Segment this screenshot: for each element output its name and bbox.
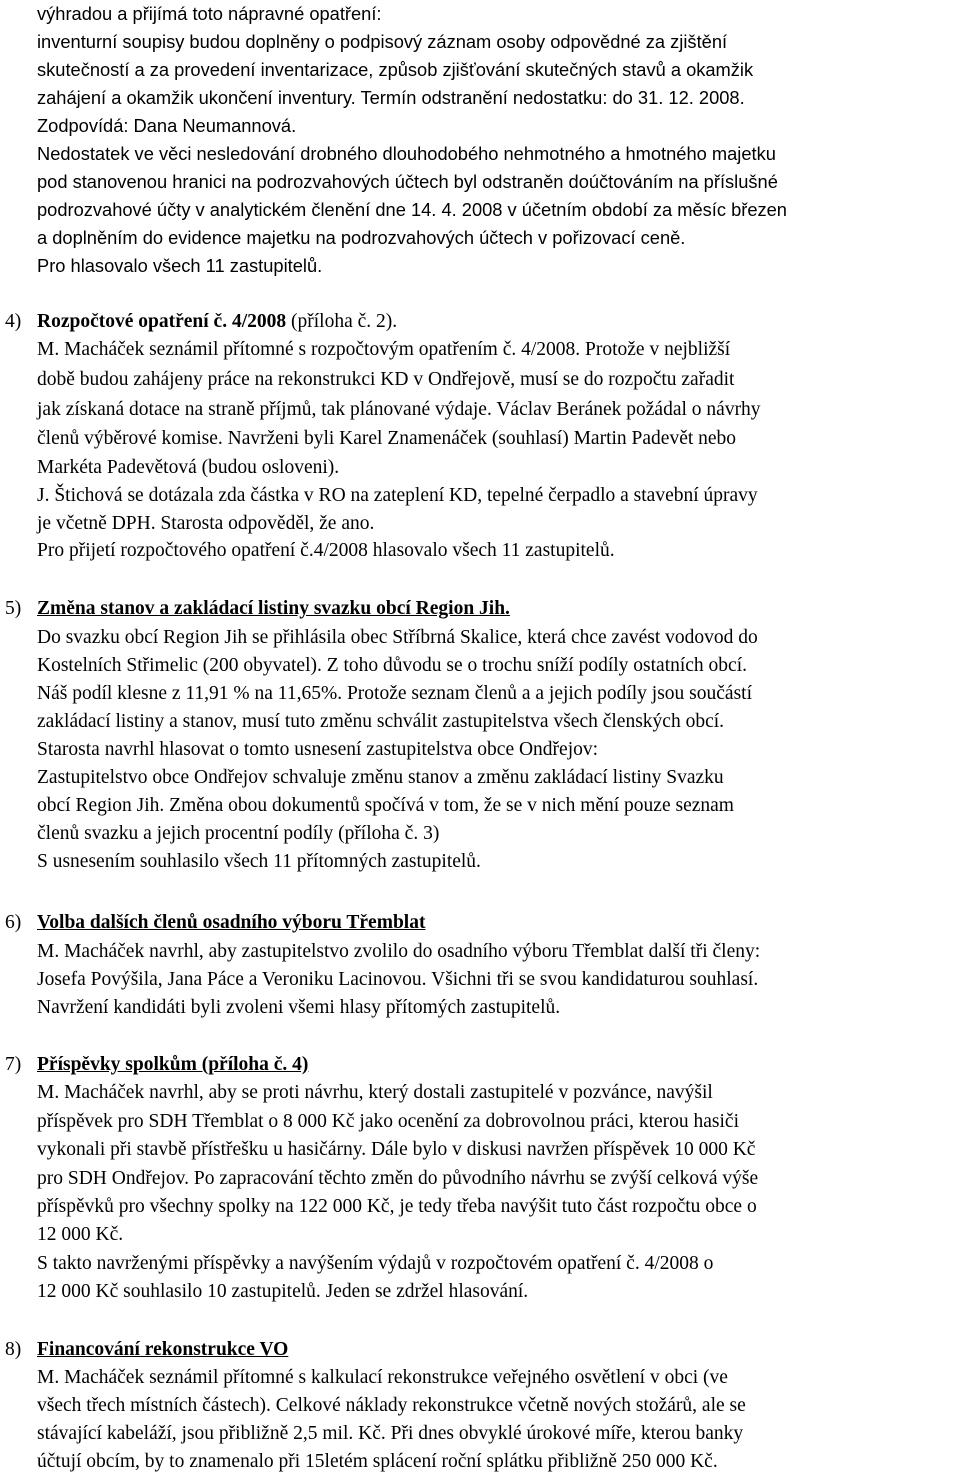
section-line: Pro přijetí rozpočtového opatření č.4/2008 hlasovalo všech 11 zastupitelů. — [37, 540, 615, 561]
section-line: S takto navrženými příspěvky a navýšením výdajů v rozpočtovém opatření č. 4/2008 o — [37, 1253, 714, 1274]
intro-line: pod stanovenou hranici na podrozvahových účtech byl odstraněn doúčtováním na příslušné — [37, 171, 778, 192]
intro-line: skutečností a za provedení inventarizace, způsob zjišťování skutečných stavů a okamžik — [37, 59, 754, 80]
section-line: Kostelních Střimelic (200 obyvatel). Z toho důvodu se o trochu sníží podíly ostatních obcí. — [37, 655, 748, 676]
intro-line: Zodpovídá: Dana Neumannová. — [37, 115, 297, 136]
section-line: M. Macháček navrhl, aby se proti návrhu, který dostali zastupitelé v pozvánce, navýšil — [37, 1082, 713, 1103]
section-title: Rozpočtové opatření č. 4/2008 — [37, 311, 287, 332]
section-line: 12 000 Kč. — [37, 1224, 124, 1245]
section-line: jak získaná dotace na straně příjmů, tak plánované výdaje. Václav Beránek požádal o návrhy — [37, 399, 761, 420]
section-line: M. Macháček seznámil přítomné s kalkulací rekonstrukce veřejného osvětlení v obci (ve — [37, 1367, 728, 1388]
intro-line: Nedostatek ve věci nesledování drobného dlouhodobého nehmotného a hmotného majetku — [37, 143, 776, 164]
section-line: Josefa Povýšila, Jana Páce a Veroniku Lacinovou. Všichni tři se svou kandidaturou souhlasí. — [37, 969, 759, 990]
section-line: Do svazku obcí Region Jih se přihlásila obec Stříbrná Skalice, která chce zavést vodovod do — [37, 627, 758, 648]
section-line: J. Štichová se dotázala zda částka v RO na zateplení KD, tepelné čerpadlo a stavební úpravy — [37, 485, 758, 506]
section-number: 5) — [5, 598, 22, 619]
section-line: Zastupitelstvo obce Ondřejov schvaluje změnu stanov a změnu zakládací listiny Svazku — [37, 767, 724, 788]
section-line: členů výběrové komise. Navrženi byli Karel Znamenáček (souhlasí) Martin Padevět nebo — [37, 428, 737, 449]
section-title: Financování rekonstrukce VO — [37, 1339, 289, 1360]
section-title: Příspěvky spolkům (příloha č. 4) — [37, 1054, 309, 1075]
section-line: vykonali při stavbě přístřešku u hasičárny. Dále bylo v diskusi navržen příspěvek 10 000 Kč — [37, 1139, 756, 1160]
intro-line: výhradou a přijímá toto nápravné opatření: — [37, 3, 382, 24]
section-line: příspěvek pro SDH Třemblat o 8 000 Kč jako ocenění za dobrovolnou práci, kterou hasiči — [37, 1111, 739, 1132]
intro-line: a doplněním do evidence majetku na podrozvahových účtech v pořizovací ceně. — [37, 227, 686, 248]
section-title: Volba dalších členů osadního výboru Třemblat — [37, 912, 426, 933]
section-line: všech třech místních částech). Celkové náklady rekonstrukce včetně nových stožárů, ale se — [37, 1395, 746, 1416]
section-line: stávající kabeláží, jsou přibližně 2,5 mil. Kč. Při dnes obvyklé úrokové míře, kterou banky — [37, 1423, 744, 1444]
intro-line: Pro hlasovalo všech 11 zastupitelů. — [37, 255, 323, 276]
section-line: Navržení kandidáti byli zvoleni všemi hlasy přítomých zastupitelů. — [37, 997, 561, 1018]
section-title-suffix: (příloha č. 2). — [286, 311, 398, 332]
section-line: členů svazku a jejich procentní podíly (příloha č. 3) — [37, 823, 440, 844]
intro-line: inventurní soupisy budou doplněny o podpisový záznam osoby odpovědné za zjištění — [37, 31, 728, 52]
intro-line: zahájení a okamžik ukončení inventury. Termín odstranění nedostatku: do 31. 12. 2008. — [37, 87, 745, 108]
section-number: 4) — [5, 311, 22, 332]
section-line: pro SDH Ondřejov. Po zapracování těchto změn do původního návrhu se zvýší celková výše — [37, 1168, 759, 1189]
section-line: zakládací listiny a stanov, musí tuto změnu schválit zastupitelstva všech členských obcí. — [37, 711, 725, 732]
section-title: Změna stanov a zakládací listiny svazku obcí Region Jih. — [37, 598, 510, 619]
section-line: S usnesením souhlasilo všech 11 přítomných zastupitelů. — [37, 851, 481, 872]
section-line: M. Macháček seznámil přítomné s rozpočtovým opatřením č. 4/2008. Protože v nejbližší — [37, 339, 731, 360]
section-line: době budou zahájeny práce na rekonstrukci KD v Ondřejově, musí se do rozpočtu zařadit — [37, 369, 735, 390]
section-line: M. Macháček navrhl, aby zastupitelstvo zvolilo do osadního výboru Třemblat další tři členy: — [37, 941, 761, 962]
section-line: účtují obcím, by to znamenalo při 15letém splácení roční splátku přibližně 250 000 Kč. — [37, 1451, 718, 1472]
section-heading — [37, 308, 397, 335]
section-line: je včetně DPH. Starosta odpověděl, že ano. — [37, 513, 375, 534]
section-line: Starosta navrhl hlasovat o tomto usnesení zastupitelstva obce Ondřejov: — [37, 739, 599, 760]
intro-line: podrozvahové účty v analytickém členění dne 14. 4. 2008 v účetním období za měsíc březen — [37, 199, 787, 220]
section-line: obcí Region Jih. Změna obou dokumentů spočívá v tom, že se v nich mění pouze seznam — [37, 795, 734, 816]
section-number: 7) — [5, 1054, 22, 1075]
section-number: 6) — [5, 912, 22, 933]
section-line: příspěvků pro všechny spolky na 122 000 Kč, je tedy třeba navýšit tuto část rozpočtu obce o — [37, 1196, 757, 1217]
section-number: 8) — [5, 1339, 22, 1360]
section-line: Markéta Padevětová (budou osloveni). — [37, 457, 340, 478]
section-line: Náš podíl klesne z 11,91 % na 11,65%. Protože seznam členů a a jejich podíly jsou součástí — [37, 683, 753, 704]
section-line: 12 000 Kč souhlasilo 10 zastupitelů. Jeden se zdržel hlasování. — [37, 1281, 529, 1302]
